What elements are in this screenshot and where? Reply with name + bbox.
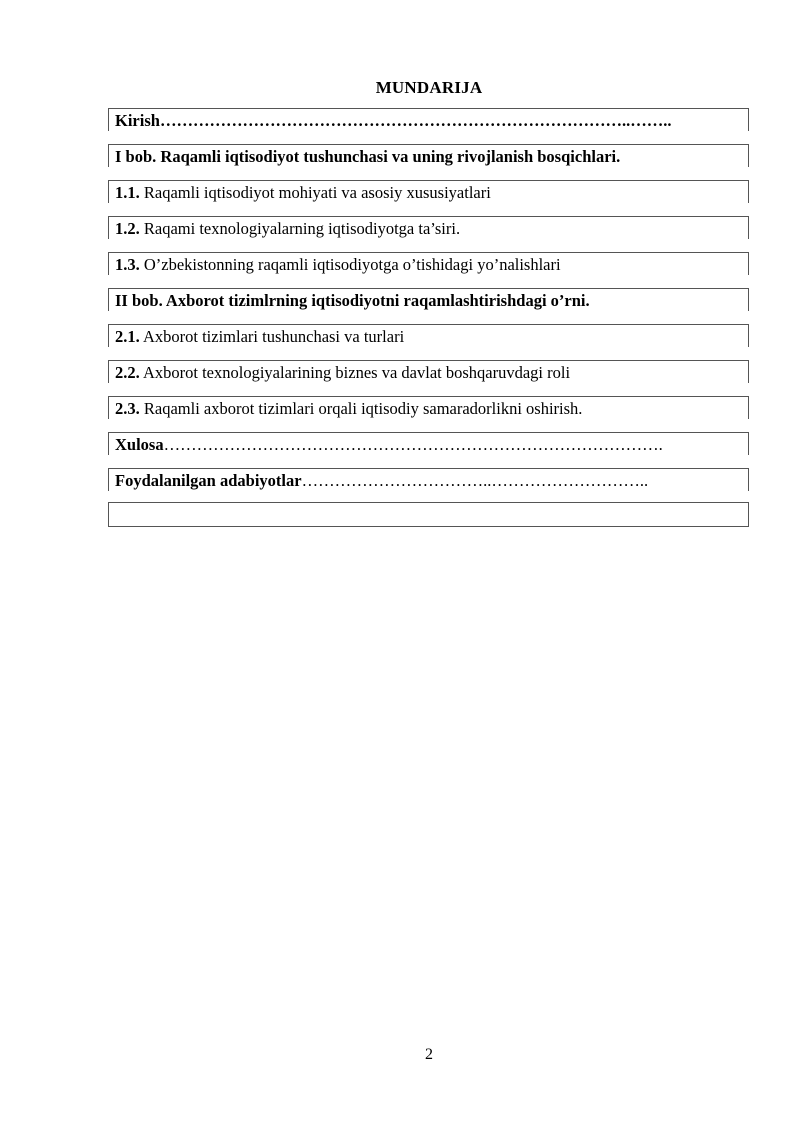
toc-row-foydalanilgan bbox=[108, 468, 749, 491]
toc-section-title: O’zbekistonning raqamli iqtisodiyotga o’tishidagi yo’nalishlari bbox=[143, 255, 561, 274]
toc-chapter-title: I bob. Raqamli iqtisodiyot tushunchasi va uning rivojlanish bosqichlari. bbox=[115, 147, 621, 166]
toc-leader-dots: ……………………………..……………………….. bbox=[301, 471, 649, 490]
toc-row-1-2 bbox=[108, 216, 749, 239]
toc-section-title: Raqami texnologiyalarning iqtisodiyotga ta’siri. bbox=[143, 219, 461, 238]
toc-row-2-2 bbox=[108, 360, 749, 383]
toc-chapter-title: II bob. Axborot tizimlrning iqtisodiyotni raqamlashtirishdagi o’rni. bbox=[115, 291, 590, 310]
toc-row-chapter-1 bbox=[108, 144, 749, 167]
toc-section-number: 2.3. bbox=[115, 399, 140, 418]
page-number: 2 bbox=[425, 1046, 433, 1063]
toc-section-title: Axborot tizimlari tushunchasi va turlari bbox=[142, 327, 405, 346]
toc-leader-dots: …………………………………………………………………………..…….. bbox=[159, 111, 672, 130]
toc-entry-title: Foydalanilgan adabiyotlar bbox=[115, 471, 302, 490]
toc-section-title: Raqamli axborot tizimlari orqali iqtisodiy samaradorlikni oshirish. bbox=[143, 399, 583, 418]
toc-row-1-3 bbox=[108, 252, 749, 275]
toc-section-number: 2.2. bbox=[115, 363, 140, 382]
toc-row-1-1 bbox=[108, 180, 749, 203]
toc-row-kirish bbox=[108, 108, 749, 131]
toc-section-title: Axborot texnologiyalarining biznes va davlat boshqaruvdagi roli bbox=[142, 363, 571, 382]
toc-entry-title: Xulosa bbox=[115, 435, 164, 454]
toc-row-xulosa bbox=[108, 432, 749, 455]
toc-row-2-1 bbox=[108, 324, 749, 347]
toc-section-number: 2.1. bbox=[115, 327, 140, 346]
toc-section-number: 1.2. bbox=[115, 219, 140, 238]
toc-row-2-3 bbox=[108, 396, 749, 419]
toc-section-number: 1.3. bbox=[115, 255, 140, 274]
toc-leader-dots: ………………………………………………………………………………. bbox=[163, 435, 663, 454]
page-title: MUNDARIJA bbox=[375, 78, 483, 97]
toc-section-title: Raqamli iqtisodiyot mohiyati va asosiy xususiyatlari bbox=[143, 183, 491, 202]
toc-section-number: 1.1. bbox=[115, 183, 140, 202]
toc-entry-title: Kirish bbox=[115, 111, 160, 130]
toc-row-chapter-2 bbox=[108, 288, 749, 311]
toc-row-empty bbox=[108, 502, 749, 527]
